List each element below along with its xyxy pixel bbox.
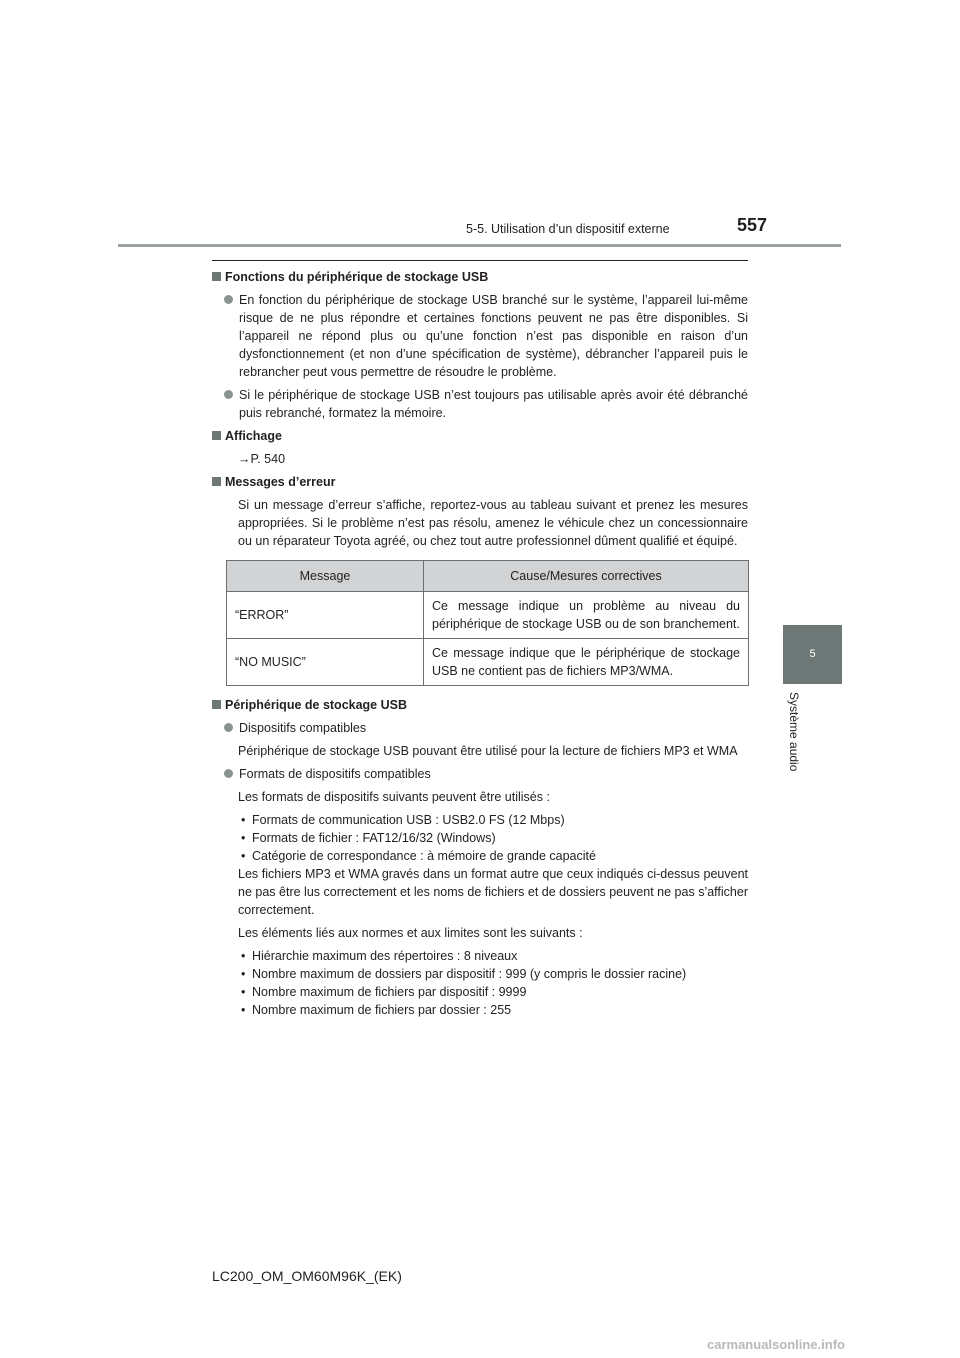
list-item: • Hiérarchie maximum des répertoires : 8 niveaux (238, 947, 748, 965)
round-bullet-icon (224, 390, 233, 399)
round-bullet-icon (224, 723, 233, 732)
section-heading: Périphérique de stockage USB (212, 696, 748, 714)
chapter-tab: 5 (783, 625, 842, 684)
header-rule (118, 244, 841, 247)
table-row (227, 592, 749, 639)
content-rule (212, 260, 748, 261)
list-item: • Formats de fichier : FAT12/16/32 (Windows) (238, 829, 748, 847)
table-cell: Ce message indique un problème au niveau du périphérique de stockage USB ou de son branchement. (424, 592, 749, 639)
square-bullet-icon (212, 477, 221, 486)
paragraph: Les éléments liés aux normes et aux limites sont les suivants : (238, 926, 583, 940)
page-reference: →P. 540 (238, 452, 286, 466)
content (212, 265, 748, 1024)
paragraph: Si un message d’erreur s’affiche, reportez-vous au tableau suivant et prenez les mesures appropriées. Si le problème n’est pas résolu, amenez le véhicule chez un concessionnaire ou un réparateur Toyota agréé, ou chez tout autre professionnel dûment qualifié et équipé. (238, 498, 748, 548)
format-list (238, 811, 748, 865)
section-heading: Fonctions du périphérique de stockage USB (212, 268, 748, 286)
bullet-item: Dispositifs compatibles (224, 719, 748, 737)
bullet-item: En fonction du périphérique de stockage USB branché sur le système, l’appareil lui-même risque de ne plus répondre et certaines fonctions peuvent ne pas être disponibles. Si l’appareil ne répond plus ou qu’une fonction n’est pas disponible en raison d’un dysfonctionnement (et non d’une spécification de système), débrancher l’appareil puis le rebrancher peut vous permettre de résoudre le problème. (224, 291, 748, 381)
list-item: • Nombre maximum de fichiers par dossier : 255 (238, 1001, 748, 1019)
bullet-item: Si le périphérique de stockage USB n’est toujours pas utilisable après avoir été débranché puis rebranché, formatez la mémoire. (224, 386, 748, 422)
table-cell: Ce message indique que le périphérique de stockage USB ne contient pas de fichiers MP3/WMA. (424, 639, 749, 686)
round-bullet-icon (224, 769, 233, 778)
table-cell: “ERROR” (227, 592, 424, 639)
page-number: 557 (737, 215, 768, 235)
table-row (227, 639, 749, 686)
square-bullet-icon (212, 700, 221, 709)
watermark: carmanualsonline.info (707, 1337, 845, 1352)
table-header-row (227, 561, 749, 592)
header-section-title: 5-5. Utilisation d’un dispositif externe (466, 222, 670, 236)
table-cell: “NO MUSIC” (227, 639, 424, 686)
list-item: • Nombre maximum de fichiers par dispositif : 9999 (238, 983, 748, 1001)
list-item: • Nombre maximum de dossiers par dispositif : 999 (y compris le dossier racine) (238, 965, 748, 983)
square-bullet-icon (212, 431, 221, 440)
paragraph: Les formats de dispositifs suivants peuvent être utilisés : (238, 790, 550, 804)
round-bullet-icon (224, 295, 233, 304)
footer-code: LC200_OM_OM60M96K_(EK) (212, 1268, 402, 1284)
paragraph: Les fichiers MP3 et WMA gravés dans un format autre que ceux indiqués ci-dessus peuvent ne pas être lus correctement et les noms de fichiers et de dossiers peuvent ne pas s’afficher correctement. (238, 867, 748, 917)
list-item: • Formats de communication USB : USB2.0 FS (12 Mbps) (238, 811, 748, 829)
table-header: Message (227, 561, 424, 592)
error-table (226, 560, 749, 686)
square-bullet-icon (212, 272, 221, 281)
limits-list (238, 947, 748, 1019)
section-heading: Affichage (212, 427, 748, 445)
paragraph: Périphérique de stockage USB pouvant être utilisé pour la lecture de fichiers MP3 et WMA (238, 744, 738, 758)
section-heading: Messages d’erreur (212, 473, 748, 491)
list-item: • Catégorie de correspondance : à mémoire de grande capacité (238, 847, 748, 865)
table-header: Cause/Mesures correctives (424, 561, 749, 592)
chapter-label: Système audio (787, 692, 801, 772)
bullet-item: Formats de dispositifs compatibles (224, 765, 748, 783)
